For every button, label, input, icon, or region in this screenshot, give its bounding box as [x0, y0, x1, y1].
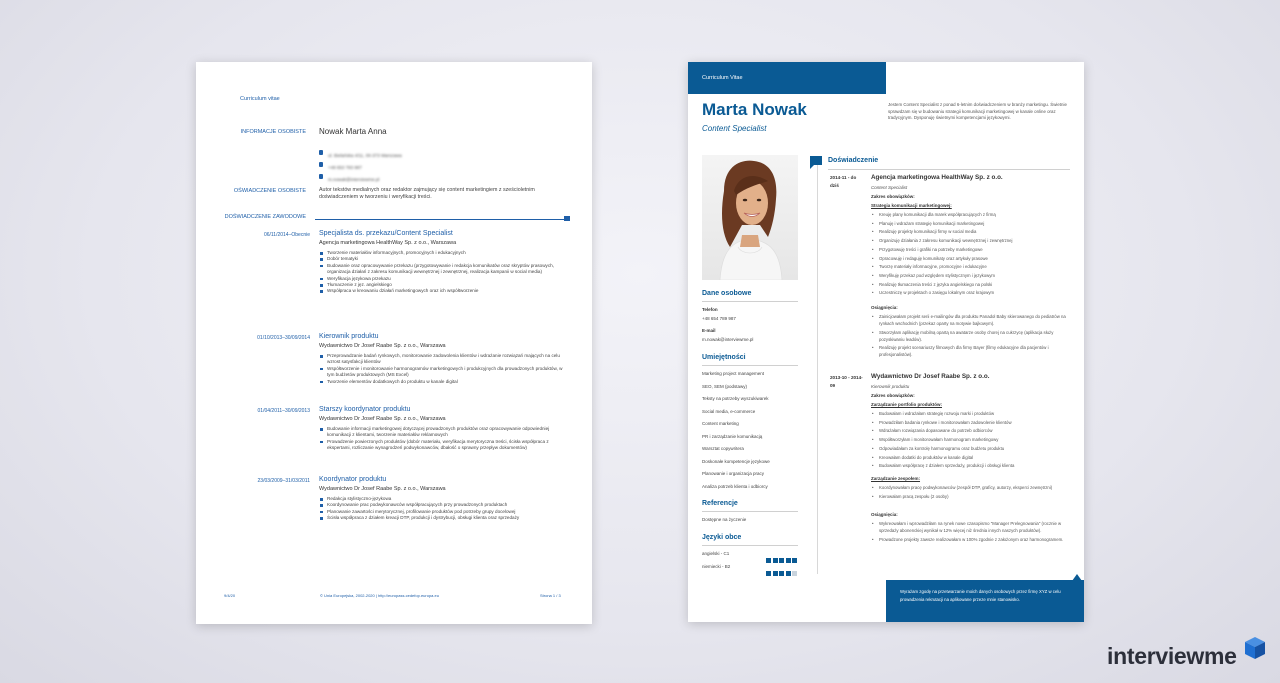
level-dot-empty — [792, 571, 797, 576]
email-value: m.nowak@interviewme.pl — [702, 337, 754, 342]
list-item: • Organizuję działania z zakresu komunikacji wewnętrznej i zewnętrznej — [871, 237, 1076, 246]
languages-heading: Języki obce — [702, 534, 742, 541]
list-item: Prowadzenie powierzonych produktów (dobór materiału, weryfikacja merytoryczna treści, ścisła współpraca z ekspertami, rozliczanie wynagrodzeń podwykonawców, dbałość o sprawny przepływ dokumentów) — [319, 439, 569, 452]
list-item: Redakcja stylistyczno-językowa — [319, 496, 569, 502]
address-text: ul. Bielańska 4/11, 00-373 Warszawa — [328, 153, 402, 158]
list-item: • Odpowiadałam za kontrolę harmonogramu oraz budżetu produktu — [871, 445, 1076, 454]
list-item: • Kreowałam dodatki do produktów w kanale digital — [871, 454, 1076, 463]
list-item: • Uczestniczę w projektach o zasięgu lokalnym oraz krajowym — [871, 289, 1076, 298]
list-item: • Realizuję tłumaczenia treści z języka angielskiego na polski — [871, 281, 1076, 290]
job-duties — [319, 496, 569, 522]
full-name: Nowak Marta Anna — [319, 127, 387, 136]
job-achievements — [871, 520, 1076, 544]
email-row — [319, 168, 379, 186]
job-date: 01/10/2013–30/09/2014 — [257, 335, 310, 341]
references-heading: Referencje — [702, 500, 738, 507]
duties-sublabel: Strategia komunikacji marketingowej: — [871, 203, 952, 208]
level-dot-filled — [779, 571, 784, 576]
profile-photo — [702, 155, 798, 280]
skill-item: Analiza potrzeb klienta i odbiorcy — [702, 483, 768, 489]
list-item: Budowanie informacji marketingowej dotyczącej prowadzonych produktów oraz opracowywanie odpowiedniej komunikacji z klientami, tworzenie materiałów reklamowych — [319, 426, 569, 439]
phone-icon — [319, 162, 323, 167]
section-rule — [702, 545, 798, 546]
skills-heading: Umiejętności — [702, 354, 746, 361]
section-rule — [702, 301, 798, 302]
job-role: Kierownik produktu — [871, 384, 910, 389]
footer-copyright: © Unia Europejska, 2002-2020 | http://europass.cedefop.europa.eu — [320, 593, 439, 598]
header-banner — [688, 62, 886, 94]
references-text: Dostępne na życzenie — [702, 517, 747, 522]
list-item: Budowanie oraz opracowywanie przekazu (przygotowywanie i redakcja komunikatów oraz skryptów prasowych, organizacja działań z zakresu komunikacji wewnętrznej i zewnętrznej, realizacja kampanii w social media) — [319, 263, 569, 276]
list-item: • Kreuję plany komunikacji dla marek współpracujących z firmą — [871, 211, 1076, 220]
list-item: • Stworzyłam aplikację mobilną opartą na awatarze osoby chorej na cukrzycę (aplikacja służy pozyskiwaniu leadów). — [871, 329, 1076, 343]
list-item: Tłumaczenie z jęz. angielskiego — [319, 282, 569, 288]
list-item: Współtworzenie i monitorowanie harmonogramów marketingowych i produkcyjnych dla prowadzonych produktów, w tym budżetów produktowych (MS Excel) — [319, 366, 569, 379]
job-company: Agencja marketingowa HealthWay Sp. z o.o. — [871, 174, 1003, 181]
list-item: • Realizuję projekt scenariuszy filmowych dla firmy Bayer (filmy edukacyjne dla pacjentów i profesjonalistów). — [871, 344, 1076, 358]
email-text: m.nowak@interviewme.pl — [328, 177, 380, 182]
language-level-dots — [766, 563, 799, 581]
team-label: Zarządzanie zespołem: — [871, 476, 921, 481]
personal-statement: Autor tekstów medialnych oraz redaktor zajmujący się content marketingiem z sześcioletnim doświadczeniem w tworzeniu i weryfikacji treści. — [319, 187, 535, 201]
logo-cube-icon — [1245, 637, 1265, 659]
profile-summary: Jestem Content Specialist z ponad 6-letnim doświadczeniem w branży marketingu. Świetnie sprawdzam się w budowaniu strategii komunikacji marketingowej w kanale online oraz tradycyjnym. Dysponuję świetnymi kompetencjami językowymi. — [888, 102, 1067, 121]
job-company: Agencja marketingowa HealthWay Sp. z o.o., Warszawa — [319, 240, 457, 246]
job-date: 01/04/2011–30/09/2013 — [257, 408, 310, 414]
list-item: • Wykreowałam i wprowadziłam na rynek nowe czasopismo "Manager Prelegnowania" (rocznie w sprzedaży abonenckiej wynikał w 12% więcej niż średnia innych naszych produktów). — [871, 520, 1076, 534]
duties-sublabel: Zarządzanie portfolio produktów: — [871, 402, 942, 407]
job-role: Content Specialist — [871, 185, 908, 190]
job-company: Wydawnictwo Dr Josef Raabe Sp. z o.o. — [871, 373, 990, 380]
list-item: Przeprowadzanie badań rynkowych, monitorowanie zadowolenia klientów i wdrażanie rozwiązań mających na celu wzrost satysfakcji klientów — [319, 353, 569, 366]
footer-date: 9/4/20 — [224, 593, 236, 598]
job-title: Koordynator produktu — [319, 476, 387, 483]
job-achievements — [871, 313, 1076, 360]
skill-item: Planowanie i organizacja pracy — [702, 471, 765, 476]
job-duties — [319, 250, 569, 295]
job-title: Starszy koordynator produktu — [319, 406, 411, 413]
list-item: • Budowałam i wdrażałam strategię rozwoju marki i produktów — [871, 410, 1076, 419]
list-item: • Prowadzone projekty zawsze realizowałam w 100% zgodnie z założonym oraz harmonogramem. — [871, 536, 1076, 543]
divider-end-marker — [564, 216, 570, 221]
email-icon — [319, 174, 323, 179]
job-duties — [319, 426, 569, 452]
list-item: • Opracowuję i redaguję komunikaty oraz artykuły prasowe — [871, 255, 1076, 264]
list-item: • Budowałam współpracę z działem sprzedaży, produkcji i obsługi klienta — [871, 462, 1076, 471]
list-item: Weryfikacja językowa przekazu — [319, 276, 569, 282]
phone-value: +48 654 789 987 — [702, 316, 736, 321]
skill-item: Social media, e-commerce — [702, 408, 756, 414]
language-name: angielski - C1 — [702, 551, 730, 556]
list-item: • Planuję i wdrażam strategię komunikacji marketingowej — [871, 220, 1076, 229]
achievements-label: Osiągnięcia: — [871, 305, 898, 310]
phone-text: +48 653 783 987 — [328, 165, 362, 170]
list-item: • Zainicjowałam projekt serii e-mailingów dla produktu Panadol Baby skierowanego do pediatrów na rynkach wschodnich (przekaz oparty na motywie bajkowym). — [871, 313, 1076, 327]
modern-cv-page — [688, 62, 1084, 622]
experience-flag-icon — [810, 156, 822, 169]
footer-page-number: Strona 1 / 3 — [540, 593, 561, 598]
list-item: • Przygotowuję treści i grafiki na potrzeby marketingowe — [871, 246, 1076, 255]
list-item: Tworzenie elementów dodatkowych do produktu w kanale digital — [319, 379, 569, 385]
list-item: • Współtworzyłam i monitorowałam harmonogram marketingowy — [871, 436, 1076, 445]
list-item: • Realizuję projekty komunikacji firmy w social media — [871, 228, 1076, 237]
list-item: Koordynowanie prac podwykonawców współpracujących przy prowadzonych produktach — [319, 502, 569, 508]
list-item: Dobór tematyki — [319, 256, 569, 262]
achievements-label: Osiągnięcia: — [871, 512, 898, 517]
level-dot-filled — [786, 571, 791, 576]
job-duties — [871, 211, 1076, 298]
list-item: Ścisła współpraca z działem kreacji DTP, produkcji i dystrybucji, obsługi klienta oraz sprzedaży — [319, 515, 569, 521]
list-item: • Tworzę materiały informacyjne, promocyjne i edukacyjne — [871, 263, 1076, 272]
team-list — [871, 484, 1076, 501]
list-item: Współpraca w kreowaniu działań marketingowych oraz ich współtworzenie — [319, 288, 569, 294]
section-divider — [315, 219, 569, 220]
job-date: 23/03/2009–31/03/2011 — [257, 478, 310, 484]
cv-header: Curriculum vitae — [240, 96, 280, 102]
job-date: 2014-11 - do dziś — [830, 175, 857, 188]
skill-item: Teksty na potrzeby wyszukiwarek — [702, 396, 769, 401]
job-title: Kierownik produktu — [319, 333, 379, 340]
list-item: • Weryfikuję przekaz pod względem stylistycznym i językowym — [871, 272, 1076, 281]
job-title: Content Specialist — [702, 124, 767, 133]
experience-label: DOŚWIADCZENIE ZAWODOWE — [224, 214, 306, 220]
consent-footer — [886, 580, 1084, 622]
skill-item: Doskonałe kompetencje językowe — [702, 458, 770, 464]
email-label: E-mail — [702, 328, 716, 333]
section-rule — [828, 169, 1070, 170]
skill-item: Warsztat copywritera — [702, 446, 744, 451]
list-item: Tworzenie materiałów informacyjnych, promocyjnych i edukacyjnych — [319, 250, 569, 256]
duties-label: Zakres obowiązków: — [871, 393, 915, 398]
logo-text: interviewme — [1107, 643, 1237, 669]
job-date: 06/11/2014–Obecnie — [263, 232, 310, 238]
personal-info-label: INFORMACJE OSOBISTE — [240, 129, 306, 135]
job-company: Wydawnictwo Dr Josef Raabe Sp. z o.o., Warszawa — [319, 486, 446, 492]
timeline-line — [817, 162, 818, 574]
personal-heading: Dane osobowe — [702, 290, 752, 297]
section-rule — [702, 511, 798, 512]
section-rule — [702, 365, 798, 366]
footer-corner-icon — [1072, 574, 1082, 581]
job-date: 2013-10 - 2014-09 — [830, 375, 863, 388]
job-duties — [871, 410, 1076, 471]
statement-label: OŚWIADCZENIE OSOBISTE — [233, 188, 306, 194]
list-item: • Koordynowałam pracę podwykonawców (zespół DTP, graficy, autorzy, eksperci zewnętrzni) — [871, 484, 1076, 491]
job-company: Wydawnictwo Dr Josef Raabe Sp. z o.o., Warszawa — [319, 416, 446, 422]
language-name: niemiecki - B2 — [702, 564, 731, 569]
job-company: Wydawnictwo Dr Josef Raabe Sp. z o.o., Warszawa — [319, 343, 446, 349]
experience-heading: Doświadczenie — [828, 157, 879, 164]
duties-label: Zakres obowiązków: — [871, 194, 915, 199]
skill-item: Content marketing — [702, 421, 739, 426]
europass-cv-page — [196, 62, 592, 624]
list-item: Planowanie zawartości merytorycznej, profilowanie produktów pod potrzeby grupy docelowej — [319, 509, 569, 515]
list-item: • Kierowałam pracą zespołu (2 osoby) — [871, 493, 1076, 500]
skill-item: SEO, SEM (podstawy) — [702, 383, 748, 389]
cv-header: Curriculum Vitae — [702, 75, 743, 81]
list-item: • Wdrażałam rozwiązania dopasowane do potrzeb odbiorców — [871, 427, 1076, 436]
consent-text: Wyrażam zgodę na przetwarzanie moich danych osobowych przez firmę XYZ w celu prowadzenia rekrutacji na aplikowane przeze mnie stanowisko. — [900, 589, 1061, 602]
full-name: Marta Nowak — [702, 100, 807, 119]
list-item: • Prowadziłam badania rynkowe i monitorowałam zadowolenie klientów — [871, 419, 1076, 428]
level-dot-filled — [766, 571, 771, 576]
skill-item: Marketing project management — [702, 371, 765, 376]
skill-item: PR i zarządzanie komunikacją — [702, 433, 763, 439]
phone-label: Telefon — [702, 307, 718, 312]
location-icon — [319, 150, 323, 155]
level-dot-filled — [773, 571, 778, 576]
interviewme-logo — [1107, 643, 1237, 670]
job-title: Specjalista ds. przekazu/Content Specialist — [319, 230, 453, 237]
job-duties — [319, 353, 569, 385]
